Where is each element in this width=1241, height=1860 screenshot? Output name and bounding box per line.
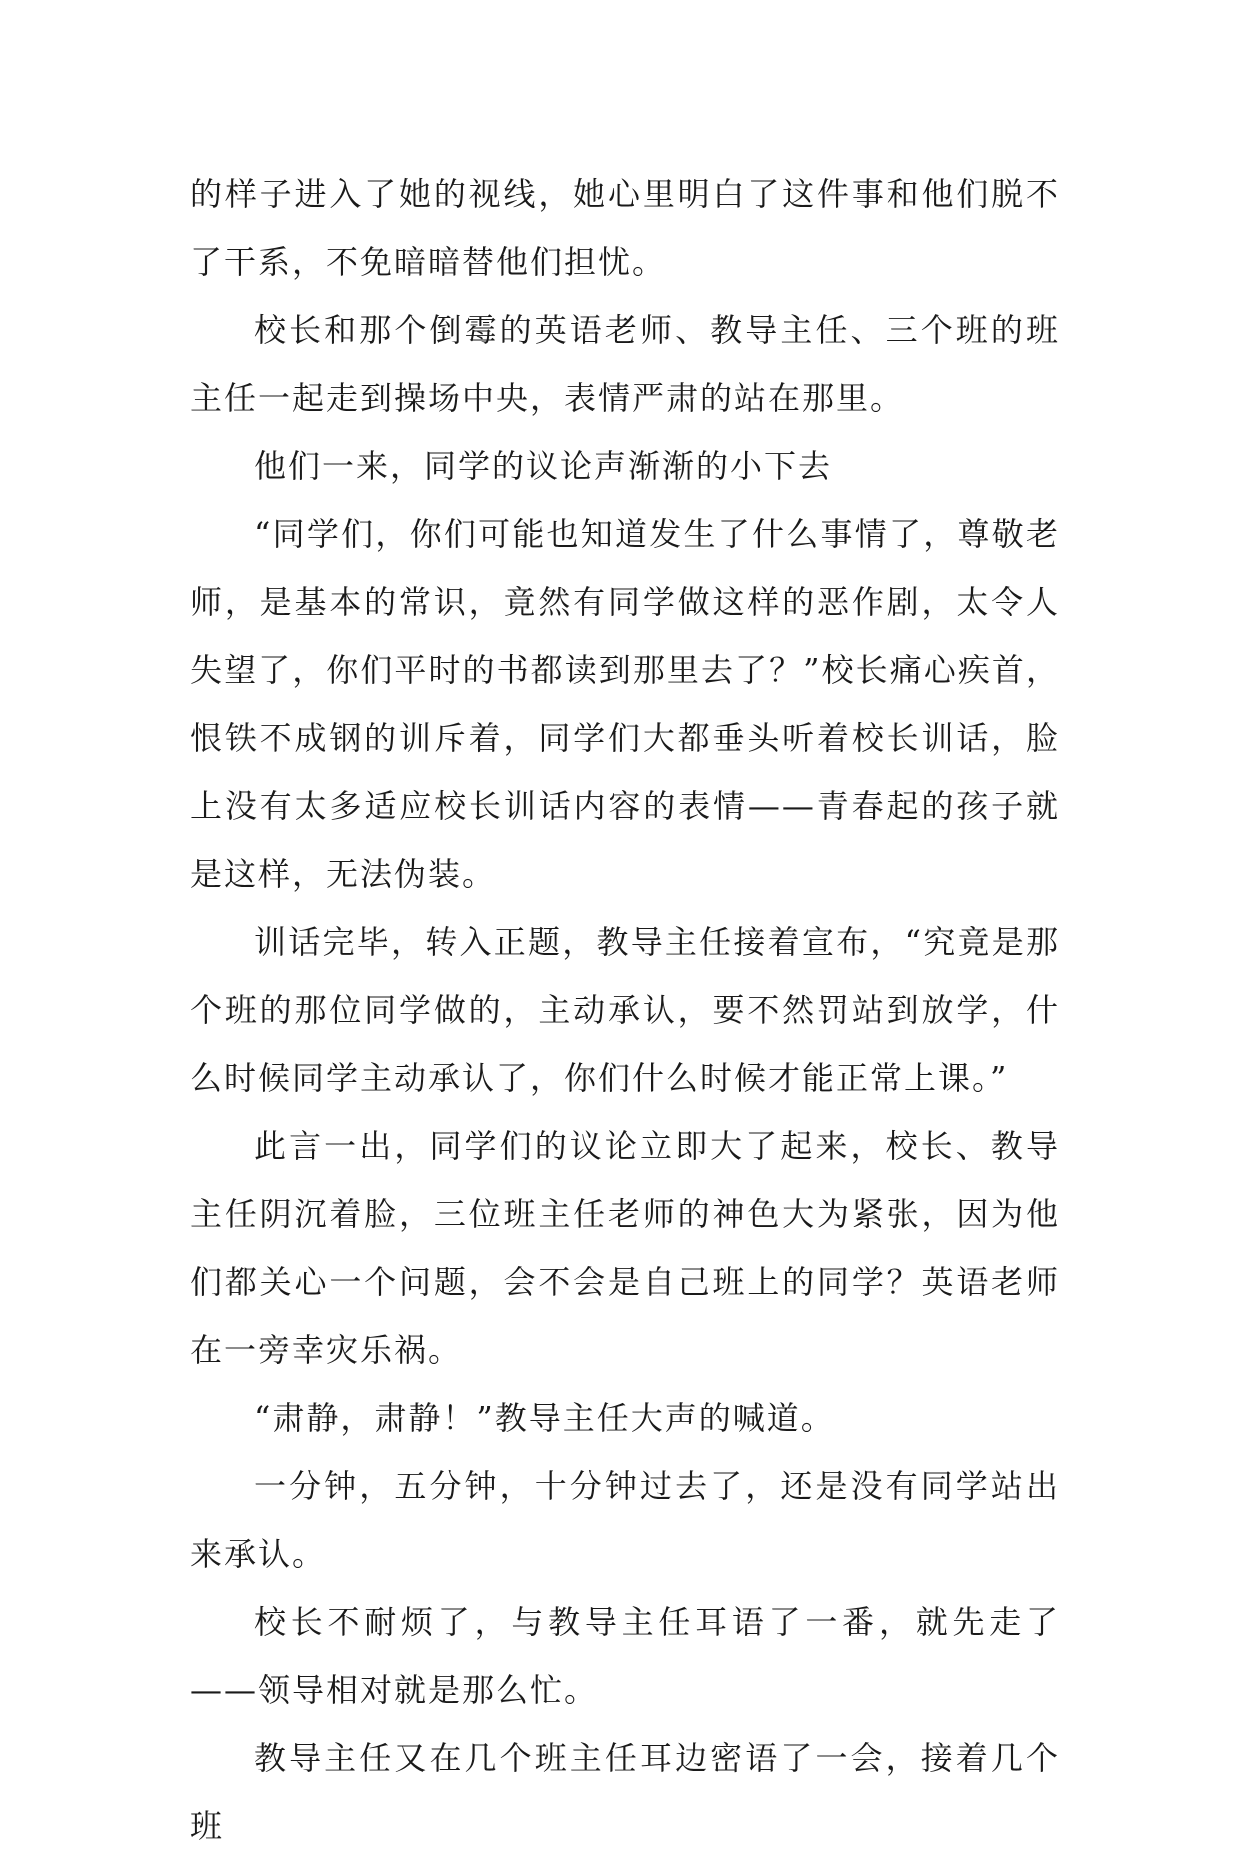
paragraph: 教导主任又在几个班主任耳边密语了一会，接着几个班 <box>190 1739 1060 1845</box>
paragraph: “同学们，你们可能也知道发生了什么事情了，尊敬老师，是基本的常识，竟然有同学做这样的恶作剧，太令人失望了，你们平时的书都读到那里去了？”校长痛心疾首，恨铁不成钢的训斥着，同学们大都垂头听着校长训话，脸上没有太多适应校长训话内容的表情——青春起的孩子就是这样，无法伪装。 <box>190 515 1060 893</box>
paragraph: 校长不耐烦了，与教导主任耳语了一番，就先走了——领导相对就是那么忙。 <box>190 1603 1060 1709</box>
paragraph: 他们一来，同学的议论声渐渐的小下去 <box>254 447 833 485</box>
paragraph: 一分钟，五分钟，十分钟过去了，还是没有同学站出来承认。 <box>190 1467 1060 1573</box>
paragraph: 训话完毕，转入正题，教导主任接着宣布，“究竟是那个班的那位同学做的，主动承认，要不然罚站到放学，什么时候同学主动承认了，你们什么时候才能正常上课。” <box>190 923 1060 1097</box>
paragraph: “肃静，肃静！”教导主任大声的喊道。 <box>254 1399 835 1437</box>
paragraph: 校长和那个倒霉的英语老师、教导主任、三个班的班主任一起走到操场中央，表情严肃的站在那里。 <box>190 311 1060 417</box>
body-text <box>190 160 1060 1860</box>
paragraph: 的样子进入了她的视线，她心里明白了这件事和他们脱不了干系，不免暗暗替他们担忧。 <box>190 175 1060 281</box>
paragraph: 此言一出，同学们的议论立即大了起来，校长、教导主任阴沉着脸，三位班主任老师的神色大为紧张，因为他们都关心一个问题，会不会是自己班上的同学？英语老师在一旁幸灾乐祸。 <box>190 1127 1060 1369</box>
